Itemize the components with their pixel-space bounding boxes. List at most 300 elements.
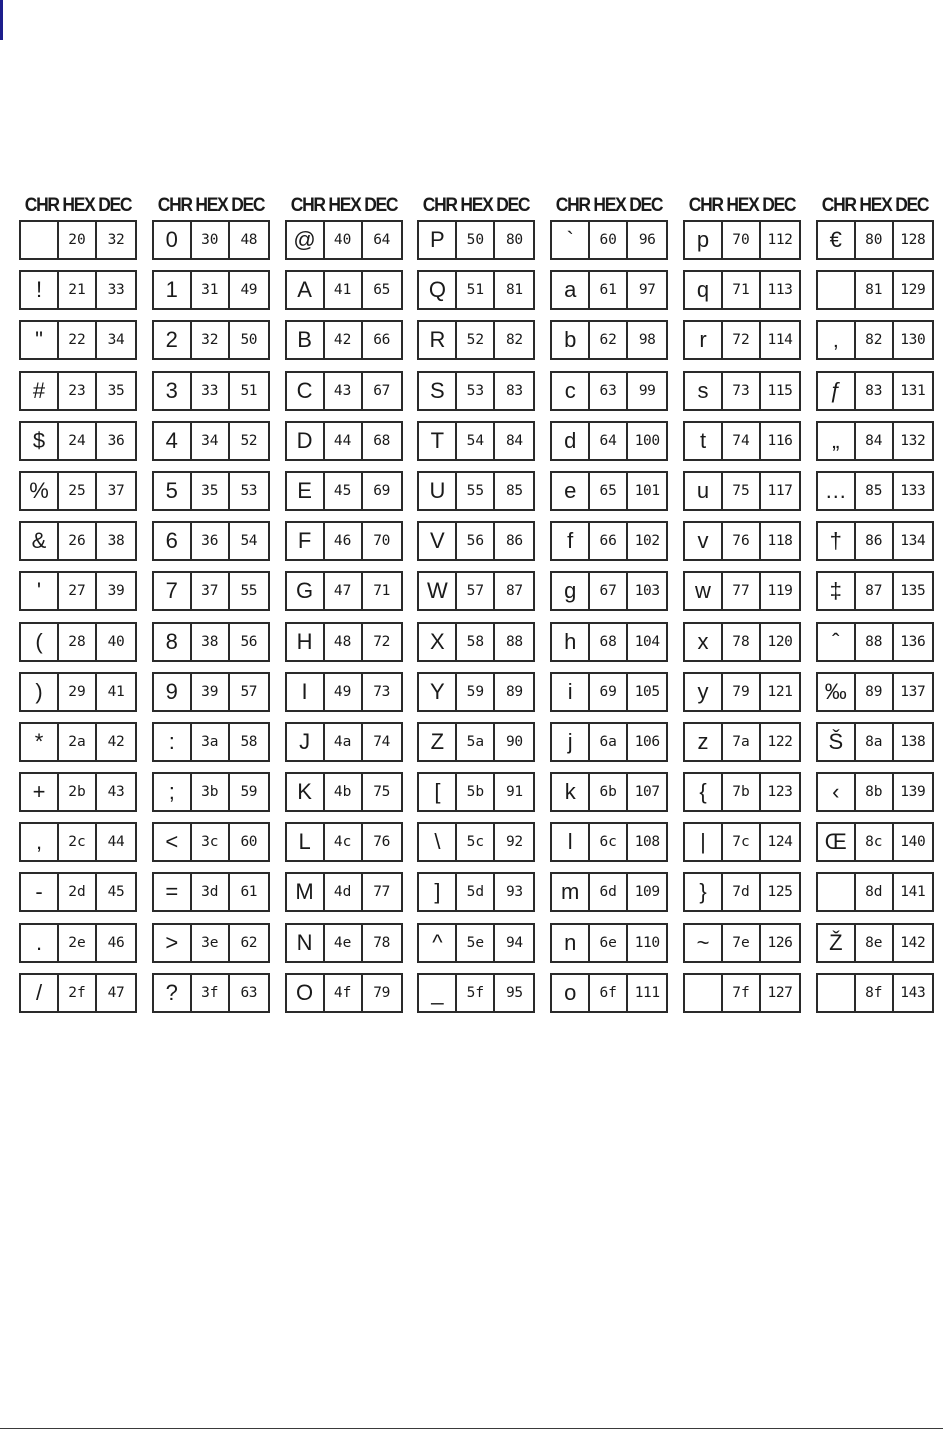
- dec-cell: 39: [107, 583, 125, 600]
- dec-cell: 132: [900, 432, 926, 449]
- dec-cell: 74: [373, 733, 390, 750]
- chr-cell: g: [552, 573, 590, 609]
- chr-cell: >: [154, 925, 192, 961]
- chr-cell: 7: [154, 573, 192, 609]
- hex-cell: 8b: [856, 774, 894, 810]
- table-row: [417, 973, 535, 1013]
- dec-cell: 47: [107, 984, 125, 1001]
- hex-cell: 5a: [457, 724, 495, 760]
- table-row: [152, 622, 270, 662]
- table-row: [152, 822, 270, 862]
- dec-cell: 75: [373, 784, 390, 801]
- chr-cell: _: [419, 975, 457, 1011]
- hex-cell: 4f: [325, 975, 363, 1011]
- dec-cell: 72: [373, 633, 390, 650]
- hex-cell: 3a: [192, 724, 230, 760]
- dec-cell: 120: [767, 633, 793, 650]
- chr-cell: †: [818, 523, 856, 559]
- dec-cell: 88: [506, 633, 523, 650]
- chr-cell: Z: [419, 724, 457, 760]
- dec-cell: 70: [373, 533, 390, 550]
- table-row: [816, 521, 934, 561]
- dec-cell: 73: [373, 683, 390, 700]
- chr-cell: ,: [21, 824, 59, 860]
- chr-cell: …: [818, 473, 856, 509]
- chr-cell: r: [685, 322, 723, 358]
- table-row: [417, 722, 535, 762]
- table-row: [417, 571, 535, 611]
- dec-cell: 46: [107, 934, 125, 951]
- chr-cell: J: [287, 724, 325, 760]
- chr-cell: L: [287, 824, 325, 860]
- hex-cell: 26: [59, 523, 97, 559]
- header-chr-label: CHR: [423, 195, 458, 216]
- table-row: [285, 521, 403, 561]
- dec-cell: 137: [900, 683, 926, 700]
- dec-cell: 126: [767, 934, 793, 951]
- table-row: [19, 270, 137, 310]
- hex-cell: 89: [856, 674, 894, 710]
- chr-cell: e: [552, 473, 590, 509]
- hex-cell: 86: [856, 523, 894, 559]
- column-header: [821, 194, 930, 218]
- chr-cell: x: [685, 624, 723, 660]
- hex-cell: 4b: [325, 774, 363, 810]
- dec-cell: 77: [373, 884, 390, 901]
- table-row: [816, 270, 934, 310]
- code-rows: [417, 220, 535, 1023]
- dec-cell: 140: [900, 834, 926, 851]
- chr-cell: [818, 272, 856, 308]
- chr-cell: F: [287, 523, 325, 559]
- dec-cell: 67: [373, 382, 390, 399]
- hex-cell: 3b: [192, 774, 230, 810]
- hex-cell: 30: [192, 222, 230, 258]
- table-row: [683, 973, 801, 1013]
- hex-cell: 22: [59, 322, 97, 358]
- table-row: [152, 923, 270, 963]
- table-row: [683, 371, 801, 411]
- hex-cell: 7c: [723, 824, 761, 860]
- hex-cell: 56: [457, 523, 495, 559]
- table-row: [417, 320, 535, 360]
- table-row: [19, 672, 137, 712]
- code-rows: [152, 220, 270, 1023]
- chr-cell: ˆ: [818, 624, 856, 660]
- hex-cell: 84: [856, 423, 894, 459]
- chr-cell: i: [552, 674, 590, 710]
- hex-cell: 2e: [59, 925, 97, 961]
- table-row: [285, 320, 403, 360]
- footer-rule: [0, 1428, 943, 1429]
- dec-cell: 69: [373, 482, 390, 499]
- table-row: [19, 923, 137, 963]
- header-hex-label: HEX: [726, 195, 759, 216]
- hex-cell: 54: [457, 423, 495, 459]
- table-row: [19, 421, 137, 461]
- dec-cell: 109: [634, 884, 660, 901]
- dec-cell: 64: [373, 232, 390, 248]
- hex-cell: 4e: [325, 925, 363, 961]
- dec-cell: 139: [900, 784, 926, 801]
- dec-cell: 42: [107, 733, 125, 750]
- dec-cell: 76: [373, 834, 390, 851]
- hex-cell: 61: [590, 272, 628, 308]
- dec-cell: 138: [900, 733, 926, 750]
- chr-cell: j: [552, 724, 590, 760]
- dec-cell: 102: [634, 533, 660, 550]
- hex-cell: 57: [457, 573, 495, 609]
- chr-cell: @: [287, 222, 325, 258]
- chr-cell: ^: [419, 925, 457, 961]
- dec-cell: 61: [240, 884, 258, 901]
- chr-cell: S: [419, 373, 457, 409]
- table-row: [19, 521, 137, 561]
- chr-cell: f: [552, 523, 590, 559]
- hex-cell: 69: [590, 674, 628, 710]
- column-header: [422, 194, 531, 218]
- chr-cell: B: [287, 322, 325, 358]
- dec-cell: 128: [900, 232, 926, 248]
- chr-cell: 3: [154, 373, 192, 409]
- dec-cell: 52: [240, 432, 258, 449]
- hex-cell: 44: [325, 423, 363, 459]
- table-row: [19, 320, 137, 360]
- hex-cell: 2c: [59, 824, 97, 860]
- hex-cell: 64: [590, 423, 628, 459]
- chr-cell: 6: [154, 523, 192, 559]
- dec-cell: 103: [634, 583, 660, 600]
- chr-cell: q: [685, 272, 723, 308]
- hex-cell: 6d: [590, 874, 628, 910]
- dec-cell: 43: [107, 784, 125, 801]
- code-rows: [285, 220, 403, 1023]
- chr-cell: b: [552, 322, 590, 358]
- table-row: [285, 421, 403, 461]
- hex-cell: 31: [192, 272, 230, 308]
- dec-cell: 36: [107, 432, 125, 449]
- table-row: [417, 270, 535, 310]
- hex-cell: 3e: [192, 925, 230, 961]
- table-row: [285, 220, 403, 260]
- header-dec-label: DEC: [363, 195, 397, 216]
- hex-cell: 2b: [59, 774, 97, 810]
- page-edge-marker: [0, 0, 3, 40]
- hex-cell: 63: [590, 373, 628, 409]
- chr-cell: ": [21, 322, 59, 358]
- header-chr-label: CHR: [24, 195, 59, 216]
- chr-cell: 2: [154, 322, 192, 358]
- chr-cell: 0: [154, 222, 192, 258]
- table-row: [683, 320, 801, 360]
- hex-cell: 24: [59, 423, 97, 459]
- chr-cell: I: [287, 674, 325, 710]
- code-rows: [683, 220, 801, 1023]
- chr-cell: (: [21, 624, 59, 660]
- chr-cell: .: [21, 925, 59, 961]
- chr-cell: +: [21, 774, 59, 810]
- hex-cell: 88: [856, 624, 894, 660]
- dec-cell: 65: [373, 282, 390, 299]
- chr-cell: ‡: [818, 573, 856, 609]
- table-row: [816, 421, 934, 461]
- dec-cell: 113: [767, 282, 793, 299]
- hex-cell: 3f: [192, 975, 230, 1011]
- hex-cell: 50: [457, 222, 495, 258]
- hex-cell: 51: [457, 272, 495, 308]
- hex-cell: 5b: [457, 774, 495, 810]
- code-rows: [816, 220, 934, 1023]
- table-row: [285, 270, 403, 310]
- table-row: [683, 923, 801, 963]
- table-row: [816, 320, 934, 360]
- header-dec-label: DEC: [894, 195, 929, 216]
- hex-cell: 81: [856, 272, 894, 308]
- dec-cell: 68: [373, 432, 390, 449]
- dec-cell: 56: [240, 633, 258, 650]
- hex-cell: 6c: [590, 824, 628, 860]
- dec-cell: 97: [638, 282, 656, 299]
- chr-cell: [818, 874, 856, 910]
- table-row: [683, 822, 801, 862]
- hex-cell: 34: [192, 423, 230, 459]
- table-row: [417, 371, 535, 411]
- table-row: [19, 722, 137, 762]
- table-row: [417, 772, 535, 812]
- table-row: [550, 872, 668, 912]
- hex-cell: 2f: [59, 975, 97, 1011]
- dec-cell: 94: [506, 934, 523, 951]
- table-row: [19, 220, 137, 260]
- dec-cell: 141: [900, 884, 926, 901]
- table-row: [550, 571, 668, 611]
- table-row: [816, 571, 934, 611]
- hex-cell: 8d: [856, 874, 894, 910]
- dec-cell: 117: [767, 482, 793, 499]
- table-row: [152, 471, 270, 511]
- table-row: [152, 320, 270, 360]
- table-row: [417, 822, 535, 862]
- chr-cell: u: [685, 473, 723, 509]
- chr-cell: U: [419, 473, 457, 509]
- dec-cell: 110: [634, 934, 660, 951]
- hex-cell: 7e: [723, 925, 761, 961]
- dec-cell: 62: [240, 934, 258, 951]
- dec-cell: 81: [506, 282, 523, 299]
- hex-cell: 37: [192, 573, 230, 609]
- hex-cell: 67: [590, 573, 628, 609]
- dec-cell: 60: [240, 834, 258, 851]
- table-row: [816, 220, 934, 260]
- dec-cell: 124: [767, 834, 793, 851]
- table-row: [19, 822, 137, 862]
- table-row: [816, 672, 934, 712]
- hex-cell: 28: [59, 624, 97, 660]
- hex-cell: 2d: [59, 874, 97, 910]
- chr-cell: s: [685, 373, 723, 409]
- hex-cell: 66: [590, 523, 628, 559]
- chr-cell: [818, 975, 856, 1011]
- dec-cell: 143: [900, 984, 926, 1001]
- chr-cell: G: [287, 573, 325, 609]
- chr-cell: Œ: [818, 824, 856, 860]
- table-row: [816, 471, 934, 511]
- chr-cell: w: [685, 573, 723, 609]
- table-row: [550, 320, 668, 360]
- dec-cell: 95: [506, 984, 523, 1001]
- dec-cell: 90: [506, 733, 523, 750]
- table-row: [152, 872, 270, 912]
- table-row: [285, 772, 403, 812]
- chr-cell: ]: [419, 874, 457, 910]
- header-chr-label: CHR: [555, 195, 590, 216]
- chr-cell: „: [818, 423, 856, 459]
- chr-cell: R: [419, 322, 457, 358]
- column-header: [555, 194, 664, 218]
- dec-cell: 116: [767, 432, 793, 449]
- hex-cell: 4d: [325, 874, 363, 910]
- table-row: [683, 772, 801, 812]
- table-row: [152, 571, 270, 611]
- chr-cell: &: [21, 523, 59, 559]
- dec-cell: 38: [107, 533, 125, 550]
- dec-cell: 33: [107, 282, 125, 299]
- hex-cell: 7a: [723, 724, 761, 760]
- dec-cell: 122: [767, 733, 793, 750]
- dec-cell: 130: [900, 332, 926, 349]
- chr-cell: /: [21, 975, 59, 1011]
- chr-cell: !: [21, 272, 59, 308]
- chr-cell: E: [287, 473, 325, 509]
- hex-cell: 80: [856, 222, 894, 258]
- chr-cell: T: [419, 423, 457, 459]
- chr-cell: d: [552, 423, 590, 459]
- hex-cell: 29: [59, 674, 97, 710]
- dec-cell: 59: [240, 784, 258, 801]
- hex-cell: 58: [457, 624, 495, 660]
- table-row: [683, 672, 801, 712]
- hex-cell: 55: [457, 473, 495, 509]
- dec-cell: 87: [506, 583, 523, 600]
- table-row: [683, 872, 801, 912]
- dec-cell: 85: [506, 482, 523, 499]
- chr-cell: €: [818, 222, 856, 258]
- hex-cell: 79: [723, 674, 761, 710]
- dec-cell: 119: [767, 583, 793, 600]
- hex-cell: 21: [59, 272, 97, 308]
- chr-cell: Y: [419, 674, 457, 710]
- table-row: [550, 371, 668, 411]
- hex-cell: 62: [590, 322, 628, 358]
- dec-cell: 49: [240, 282, 258, 299]
- hex-cell: 76: [723, 523, 761, 559]
- chr-cell: Ž: [818, 925, 856, 961]
- table-row: [683, 471, 801, 511]
- header-dec-label: DEC: [496, 195, 530, 216]
- chr-cell: \: [419, 824, 457, 860]
- dec-cell: 58: [240, 733, 258, 750]
- table-row: [285, 471, 403, 511]
- table-row: [19, 471, 137, 511]
- hex-cell: 6a: [590, 724, 628, 760]
- table-row: [550, 672, 668, 712]
- hex-cell: 49: [325, 674, 363, 710]
- column-header: [289, 194, 398, 218]
- table-row: [285, 822, 403, 862]
- table-row: [152, 270, 270, 310]
- header-chr-label: CHR: [290, 195, 325, 216]
- chr-cell: }: [685, 874, 723, 910]
- chr-cell: 8: [154, 624, 192, 660]
- hex-cell: 68: [590, 624, 628, 660]
- dec-cell: 135: [900, 583, 926, 600]
- chr-cell: ?: [154, 975, 192, 1011]
- hex-cell: 82: [856, 322, 894, 358]
- chr-cell: 1: [154, 272, 192, 308]
- dec-cell: 108: [634, 834, 660, 851]
- chr-cell: 5: [154, 473, 192, 509]
- chr-cell: :: [154, 724, 192, 760]
- hex-cell: 25: [59, 473, 97, 509]
- dec-cell: 118: [767, 533, 793, 550]
- hex-cell: 46: [325, 523, 363, 559]
- dec-cell: 100: [634, 432, 660, 449]
- chr-cell: D: [287, 423, 325, 459]
- header-dec-label: DEC: [762, 195, 796, 216]
- dec-cell: 71: [373, 583, 390, 600]
- table-row: [417, 421, 535, 461]
- table-row: [285, 622, 403, 662]
- hex-cell: 3d: [192, 874, 230, 910]
- header-chr-label: CHR: [821, 195, 856, 216]
- hex-cell: 87: [856, 573, 894, 609]
- table-row: [816, 923, 934, 963]
- table-row: [550, 822, 668, 862]
- table-row: [19, 973, 137, 1013]
- chr-cell: 9: [154, 674, 192, 710]
- hex-cell: 27: [59, 573, 97, 609]
- hex-cell: 53: [457, 373, 495, 409]
- dec-cell: 50: [240, 332, 258, 349]
- chr-cell: W: [419, 573, 457, 609]
- dec-cell: 134: [900, 533, 926, 550]
- dec-cell: 35: [107, 382, 125, 399]
- dec-cell: 127: [767, 984, 793, 1001]
- dec-cell: 54: [240, 533, 258, 550]
- dec-cell: 112: [767, 232, 793, 248]
- table-row: [285, 973, 403, 1013]
- hex-cell: 39: [192, 674, 230, 710]
- table-row: [417, 521, 535, 561]
- hex-cell: 5c: [457, 824, 495, 860]
- dec-cell: 41: [107, 683, 125, 700]
- chr-cell: =: [154, 874, 192, 910]
- table-row: [683, 571, 801, 611]
- table-row: [417, 872, 535, 912]
- hex-cell: 4a: [325, 724, 363, 760]
- header-dec-label: DEC: [98, 195, 132, 216]
- column-header: [24, 194, 133, 218]
- chr-cell: V: [419, 523, 457, 559]
- dec-cell: 111: [634, 984, 660, 1001]
- chr-cell: ‚: [818, 322, 856, 358]
- dec-cell: 78: [373, 934, 390, 951]
- dec-cell: 131: [900, 382, 926, 399]
- chr-cell: 4: [154, 423, 192, 459]
- dec-cell: 133: [900, 482, 926, 499]
- header-chr-label: CHR: [157, 195, 192, 216]
- chr-cell: #: [21, 373, 59, 409]
